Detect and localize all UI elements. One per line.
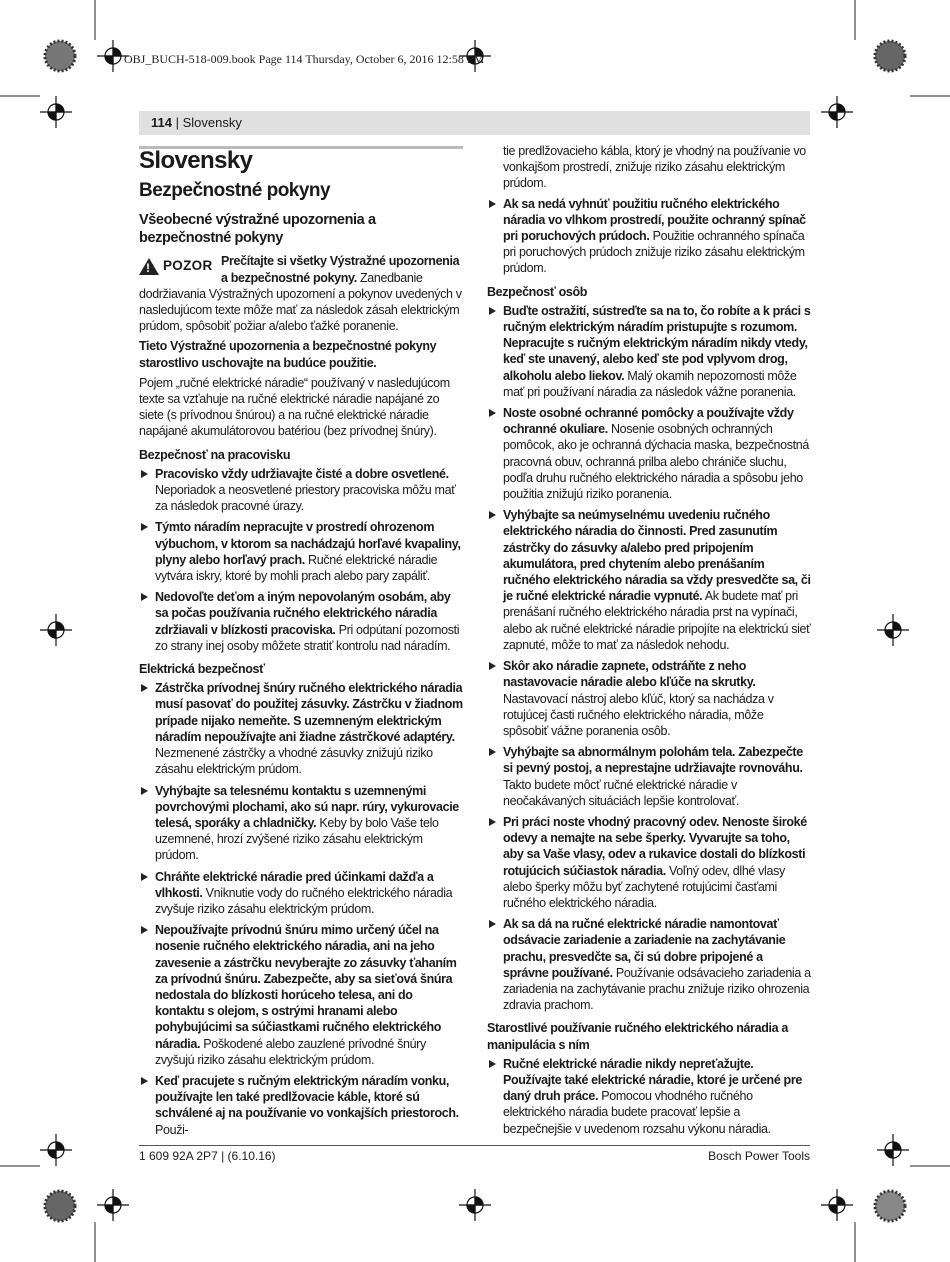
item-text: Keby by bolo Vaše telo uzemnené, hrozí zvýšené riziko zásahu elektrickým prúdom. bbox=[155, 815, 439, 863]
item-bold: Noste osobné ochranné pomôcky a používajte vždy ochranné okuliare. bbox=[503, 406, 794, 437]
section-title: Bezpečnostné pokyny bbox=[139, 180, 331, 202]
warning-triangle-icon bbox=[139, 258, 159, 275]
rcd-list bbox=[487, 196, 811, 277]
item-bold: Buďte ostražití, sústreďte sa na to, čo robíte a k práci s ručným elektrickým náradím pristupujte s rozumom. Nepracujte s ručným elektrickým náradím nikdy vtedy, keď ste unavený, alebo keď ste pod vplyvom drog, alkoholu alebo liekov. bbox=[503, 303, 811, 383]
left-column bbox=[139, 146, 463, 1143]
item-text: Poškodené alebo zauzlené prívodné šnúry zvyšujú riziko zásahu elektrickým prúdom. bbox=[155, 1036, 426, 1067]
header-separator: | bbox=[171, 115, 183, 130]
list-item bbox=[487, 658, 811, 739]
list-item bbox=[487, 814, 811, 911]
list-item bbox=[487, 405, 811, 502]
list-item bbox=[487, 916, 811, 1013]
work-area-list bbox=[139, 466, 463, 654]
warning-block bbox=[139, 253, 463, 334]
keep-note: Tieto Výstražné upozornenia a bezpečnostné pokyny starostlivo uschovajte na budúce použitie. bbox=[139, 339, 437, 370]
page-number: 114 bbox=[151, 115, 172, 130]
language-title: Slovensky bbox=[139, 147, 253, 174]
item-bold: Keď pracujete s ručným elektrickým náradím vonku, používajte len také predlžovacie káble, ktoré sú schválené aj na používanie vo vonkajších priestoroch. bbox=[155, 1073, 459, 1121]
item-bold: Vyhýbajte sa abnormálnym polohám tela. Zabezpečte si pevný postoj, a neprestajne udržiavajte rovnováhu. bbox=[503, 745, 803, 776]
footer-doc-code: 1 609 92A 2P7 | (6.10.16) bbox=[139, 1149, 276, 1163]
warning-bold: Prečítajte si všetky Výstražné upozornenia a bezpečnostné pokyny. bbox=[221, 254, 460, 285]
item-text: Neporiadok a neosvetlené priestory pracoviska môžu mať za následok pracovné úrazy. bbox=[155, 483, 456, 514]
list-item bbox=[139, 869, 463, 918]
item-text: Použi- bbox=[155, 1122, 189, 1137]
warning-word: POZOR bbox=[163, 258, 213, 274]
item-bold: Ak sa dá na ručné elektrické náradie namontovať odsávacie zariadenie a zariadenie na zachytávanie prachu, presvedčte sa, či sú dobre pripojené a správne používané. bbox=[503, 917, 786, 980]
work-area-heading: Bezpečnosť na pracovisku bbox=[139, 447, 291, 462]
footer-brand: Bosch Power Tools bbox=[708, 1149, 810, 1163]
print-slug: OBJ_BUCH-518-009.book Page 114 Thursday, October 6, 2016 12:58 PM bbox=[124, 52, 485, 66]
item-text: Pomocou vhodného ručného elektrického náradia budete pracovať lepšie a bezpečnejšie v uvedenom rozsahu výkonu náradia. bbox=[503, 1089, 771, 1136]
warning-text: Zanedbanie dodržiavania Výstražných upozornení a pokynov uvedených v nasledujúcom texte môže mať za následok zásah elektrickým prúdom, spôsobiť požiar a/alebo ťažké poranenie. bbox=[139, 270, 462, 334]
warning-badge bbox=[139, 255, 215, 277]
list-item bbox=[487, 1056, 811, 1137]
item-bold: Ak sa nedá vyhnúť použitiu ručného elektrického náradia vo vlhkom prostredí, použite ochranný spínač pri poruchových prúdoch. bbox=[503, 196, 806, 244]
definition-paragraph: Pojem „ručné elektrické náradie“ používaný v nasledujúcom texte sa vzťahuje na ručné elektrické náradie napájané zo siete (s prívodnou šnúrou) a na ručné elektrické náradie napájané akumulátorovou batériou (bez prívodnej šnúry). bbox=[139, 375, 450, 439]
item-bold: Nedovoľte deťom a iným nepovolaným osobám, aby sa počas používania ručného elektrického náradia zdržiavali v blízkosti pracoviska. bbox=[155, 590, 451, 637]
item-text: Vniknutie vody do ručného elektrického náradia zvyšuje riziko zásahu elektrickým prúdom. bbox=[155, 885, 453, 916]
footer-rule bbox=[139, 1145, 810, 1146]
list-item bbox=[487, 196, 811, 277]
item-bold: Skôr ako náradie zapnete, odstráňte z neho nastavovacie náradie alebo kľúče na skrutky. bbox=[503, 659, 756, 690]
item-text: Nosenie osobných ochranných pomôcok, ako je ochranná dýchacia maska, bezpečnostná pracovná obuv, ochranná prilba alebo chrániče sluchu, podľa druhu ručného elektrického náradia a spôsobu jeho použitia znižujú riziko poranenia. bbox=[503, 422, 809, 502]
item-bold: Týmto náradím nepracujte v prostredí ohrozenom výbuchom, v ktorom sa nachádzajú horľavé kvapaliny, plyny alebo horľavý prach. bbox=[155, 520, 461, 567]
list-item bbox=[487, 507, 811, 653]
personal-safety-list bbox=[487, 303, 811, 1014]
list-item bbox=[139, 519, 463, 584]
continuation-text: tie predlžovacieho kábla, ktorý je vhodný na používanie vo vonkajšom prostredí, znižuje riziko zásahu elektrickým prúdom. bbox=[503, 144, 806, 191]
list-item bbox=[139, 680, 463, 777]
subsection-title: Všeobecné výstražné upozornenia a bezpečnostné pokyny bbox=[139, 212, 376, 247]
page-header-bar bbox=[139, 111, 810, 135]
personal-safety-heading: Bezpečnosť osôb bbox=[487, 284, 588, 299]
right-column bbox=[487, 143, 811, 1142]
list-item bbox=[487, 744, 811, 809]
electrical-list bbox=[139, 680, 463, 1137]
item-text: Pri odpútaní pozornosti zo strany inej osoby môžete stratiť kontrolu nad náradím. bbox=[155, 622, 460, 653]
item-bold: Chráňte elektrické náradie pred účinkami dažďa a vlhkosti. bbox=[155, 869, 434, 900]
list-item bbox=[139, 589, 463, 654]
item-bold: Ručné elektrické náradie nikdy nepreťažujte. Používajte také elektrické náradie, ktoré je určené pre daný druh práce. bbox=[503, 1056, 802, 1104]
item-bold: Nepoužívajte prívodnú šnúru mimo určený účel na nosenie ručného elektrického náradia, ani na jeho zavesenie a zástrčku nevyberajte zo zásuvky ťahaním za prívodnú šnúru. Zabezpečte, aby sa sieťová šnúra nedostala do blízkosti horúceho telesa, ani do kontaktu s olejom, s ostrými hranami alebo pohybujúcimi sa súčiastkami ručného elektrického náradia. bbox=[155, 923, 457, 1051]
list-item bbox=[139, 783, 463, 864]
item-bold: Pracovisko vždy udržiavajte čisté a dobre osvetlené. bbox=[155, 466, 449, 481]
item-text: Používanie odsávacieho zariadenia a zariadenia na zachytávanie prachu znižuje riziko ohrozenia zdravia prachom. bbox=[503, 965, 811, 1013]
header-language: Slovensky bbox=[182, 115, 242, 130]
item-bold: Zástrčka prívodnej šnúry ručného elektrického náradia musí pasovať do použitej zásuvky. Zástrčku v žiadnom prípade nijako nemeňte. S uzemneným elektrickým náradím nepoužívajte ani žiadne zástrčkové adaptéry. bbox=[155, 681, 463, 744]
item-text: Nastavovací nástroj alebo kľúč, ktorý sa nachádza v rotujúcej časti ručného elektrického náradia, môže spôsobiť vážne poranenia osôb. bbox=[503, 691, 774, 738]
careful-use-list bbox=[487, 1056, 811, 1137]
page-header bbox=[151, 115, 242, 130]
item-text: Použitie ochranného spínača pri poruchových prúdoch znižuje riziko zásahu elektrickým prúdom. bbox=[503, 229, 805, 276]
item-text: Ak budete mať pri prenášaní ručného elektrického náradia prst na vypínači, alebo ak ručné elektrické náradie pripojíte na elektrickú sieť zapnuté, môže to mať za následok nehodu. bbox=[503, 589, 811, 652]
item-text: Ručné elektrické náradie vytvára iskry, ktoré by mohli prach alebo pary zapáliť. bbox=[155, 552, 438, 584]
careful-use-heading: Starostlivé používanie ručného elektrického náradia a manipulácia s ním bbox=[487, 1021, 789, 1052]
item-bold: Vyhýbajte sa telesnému kontaktu s uzemnenými povrchovými plochami, ako sú napr. rúry, vykurovacie telesá, sporáky a chladničky. bbox=[155, 783, 459, 830]
list-item bbox=[139, 466, 463, 515]
electrical-heading: Elektrická bezpečnosť bbox=[139, 662, 265, 677]
item-text: Malý okamih nepozornosti môže mať pri používaní náradia za následok vážne poranenia. bbox=[503, 368, 797, 399]
item-bold: Vyhýbajte sa neúmyselnému uvedeniu ručného elektrického náradia do činnosti. Pred zasunutím zástrčky do zásuvky a/alebo pred pripojením akumulátora, pred chytením alebo prenášaním ručného elektrického náradia sa vždy presvedčte sa, či je ručné elektrické náradie vypnuté. bbox=[503, 508, 811, 604]
list-item bbox=[139, 922, 463, 1068]
list-item bbox=[139, 1073, 463, 1138]
item-text: Takto budete môcť ručné elektrické náradie v neočakávaných situáciách lepšie kontrolovať. bbox=[503, 777, 739, 808]
item-text: Voľný odev, dlhé vlasy alebo šperky môžu byť zachytené rotujúcimi časťami ručného elektrického náradia. bbox=[503, 863, 785, 910]
item-bold: Pri práci noste vhodný pracovný odev. Nenoste široké odevy a nemajte na sebe šperky. Vyvarujte sa toho, aby sa Vaše vlasy, odev a rukavice dostali do blízkosti rotujúcich súčiastok náradia. bbox=[503, 814, 807, 878]
list-item bbox=[487, 303, 811, 400]
item-text: Nezmenené zástrčky a vhodné zásuvky znižujú riziko zásahu elektrickým prúdom. bbox=[155, 746, 433, 777]
